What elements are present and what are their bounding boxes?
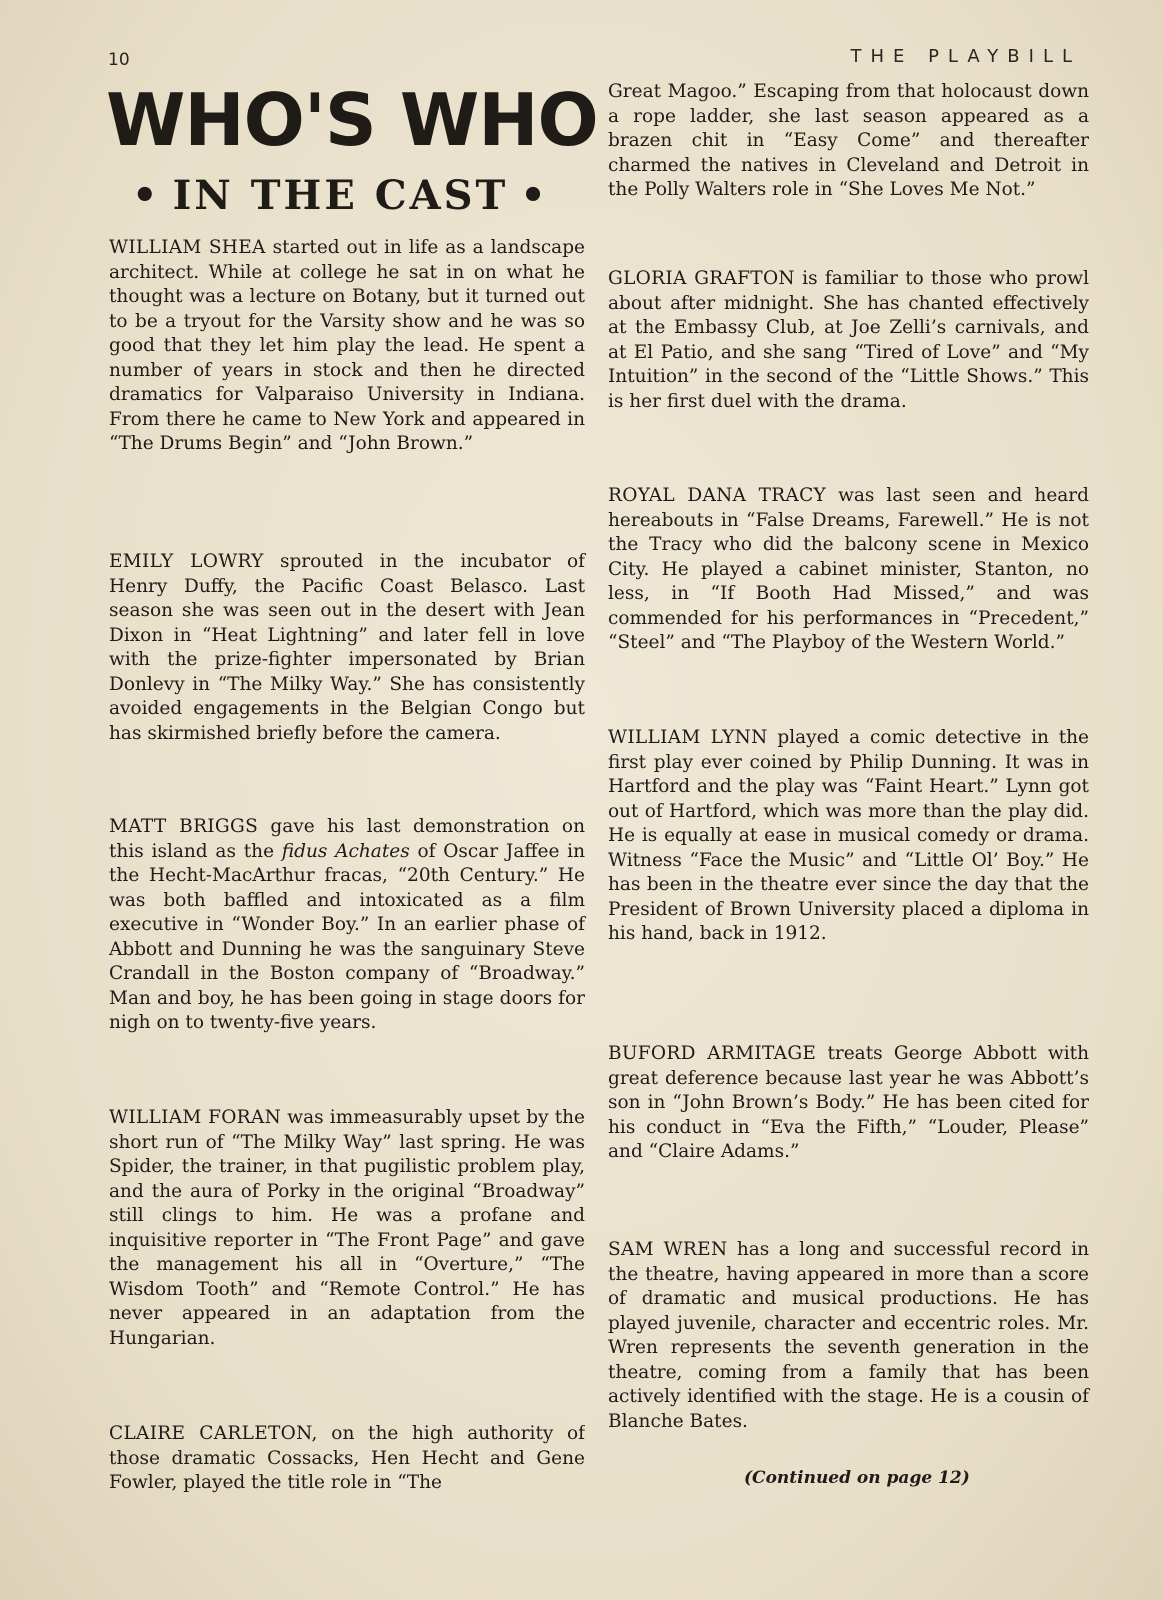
page-subtitle [120, 168, 590, 224]
bio-text: on the high authority of those dramatic Cossacks, Hen Hecht and Gene Fowler, played the title role in “The [109, 1423, 585, 1493]
bio-text: started out in life as a landscape architect. While at college he sat in on what he thought was a lecture on Botany, but it turned out to be a tryout for the Varsity show and he was so good that they let him play the lead. He spent a number of years in stock and then he directed dramatics for Valparaiso University in Indiana. From there he came to New York and appeared in “The Drums Begin” and “John Brown.” [109, 237, 586, 454]
bio-text: treats George Abbott with great deference because last year he was Abbott’s son in “John Brown’s Body.” He has been cited for his conduct in “Eva the Fifth,” “Louder, Please” and “Claire Adams.” [608, 1043, 1089, 1162]
bullet-right: • [520, 172, 549, 219]
bio-william-lynn [608, 726, 1089, 947]
bio-sam-wren [608, 1238, 1089, 1434]
bio-text: was last seen and heard hereabouts in “False Dreams, Farewell.” He is not the Tracy who did the balcony scene in Mexico City. He played a cabinet minister, Stanton, no less, in “If Booth Had Missed,” and was commended for his performances in “Precedent,” “Steel” and “The Playboy of the Western World.” [608, 485, 1089, 653]
bio-gloria-grafton [608, 267, 1089, 414]
bio-claire-carleton-continued [608, 80, 1089, 228]
continued-note: (Continued on page 12) [744, 1468, 970, 1488]
bio-text: was immeasurably upset by the short run of “The Milky Way” last spring. He was Spider, the trainer, in that pugilistic problem play, and the aura of Porky in the original “Broadway” still clings to him. He was a profane and inquisitive reporter in “The Front Page” and gave the management his all in “Overture,” “The Wisdom Tooth” and “Remote Control.” He has never appeared in an adaptation from the Hungarian. [109, 1107, 585, 1349]
bio-name: BUFORD ARMITAGE [608, 1043, 817, 1064]
bio-text-continued: Great Magoo.” Escaping from that holocaust down a rope ladder, she last season appeared as a brazen chit in “Easy Come” and thereafter charmed the natives in Cleveland and Detroit in the Polly Walters role in “She Loves Me Not.” [608, 81, 1089, 200]
bio-text: of Oscar Jaffee in the Hecht-MacArthur fracas, “20th Century.” He was both baffled and intoxicated as a film executive in “Wonder Boy.” In an earlier phase of Abbott and Dunning he was the sanguinary Steve Crandall in the Boston company of “Broadway.” Man and boy, he has been going in stage doors for nigh on to twenty-five years. [109, 840, 585, 1033]
bio-name: GLORIA GRAFTON [608, 268, 795, 289]
bio-text: sprouted in the incubator of Henry Duffy, the Pacific Coast Belasco. Last season she was seen out in the desert with Jean Dixon in “Heat Lightning” and later fell in love with the prize-fighter impersonated by Brian Donlevy in “The Milky Way.” She has consistently avoided engagements in the Belgian Congo but has skirmished briefly before the camera. [109, 551, 585, 744]
bio-royal-dana-tracy [608, 484, 1089, 656]
bio-text: gave his last demonstration on this island as the [109, 816, 585, 862]
bio-william-foran [109, 1106, 585, 1351]
bio-matt-briggs [109, 815, 585, 1036]
bio-claire-carleton [109, 1422, 585, 1496]
bio-name: WILLIAM LYNN [608, 727, 768, 748]
bio-buford-armitage [608, 1042, 1089, 1165]
bio-text: played a comic detective in the first play ever coined by Philip Dunning. It was in Hartford and the play was “Faint Heart.” Lynn got out of Hartford, which was more than the play did. He is equally at ease in musical comedy or drama. Witness “Face the Music” and “Little Ol’ Boy.” He has been in the theatre ever since the day that the President of Brown University placed a diploma in his hand, back in 1912. [608, 727, 1089, 944]
subtitle-text: IN THE CAST [172, 172, 509, 219]
bio-william-shea [109, 236, 585, 457]
bio-italic-phrase: fidus Achates [281, 840, 410, 862]
page-number: 10 [108, 50, 130, 70]
page-title: WHO'S WHO [106, 78, 598, 162]
bio-name: ROYAL DANA TRACY [608, 485, 827, 506]
bio-name: SAM WREN [608, 1239, 728, 1260]
running-head: THE PLAYBILL [850, 46, 1081, 67]
bio-name: CLAIRE CARLETON, [109, 1423, 318, 1444]
bio-name: WILLIAM SHEA [109, 237, 266, 258]
bio-text: is familiar to those who prowl about after midnight. She has chanted effectively at the Embassy Club, at Joe Zelli’s carnivals, and at El Patio, and she sang “Tired of Love” and “My Intuition” in the second of the “Little Shows.” This is her first duel with the drama. [608, 268, 1089, 412]
bio-name: EMILY LOWRY [109, 551, 264, 572]
bio-name: WILLIAM FORAN [109, 1107, 282, 1128]
bio-name: MATT BRIGGS [109, 816, 259, 837]
bio-emily-lowry [109, 550, 585, 746]
bullet-left: • [132, 172, 161, 219]
bio-text: has a long and successful record in the theatre, having appeared in more than a score of dramatic and musical productions. He has played juvenile, character and eccentric roles. Mr. Wren represents the seventh generation in the theatre, coming from a family that has been actively identified with the stage. He is a cousin of Blanche Bates. [608, 1239, 1089, 1432]
